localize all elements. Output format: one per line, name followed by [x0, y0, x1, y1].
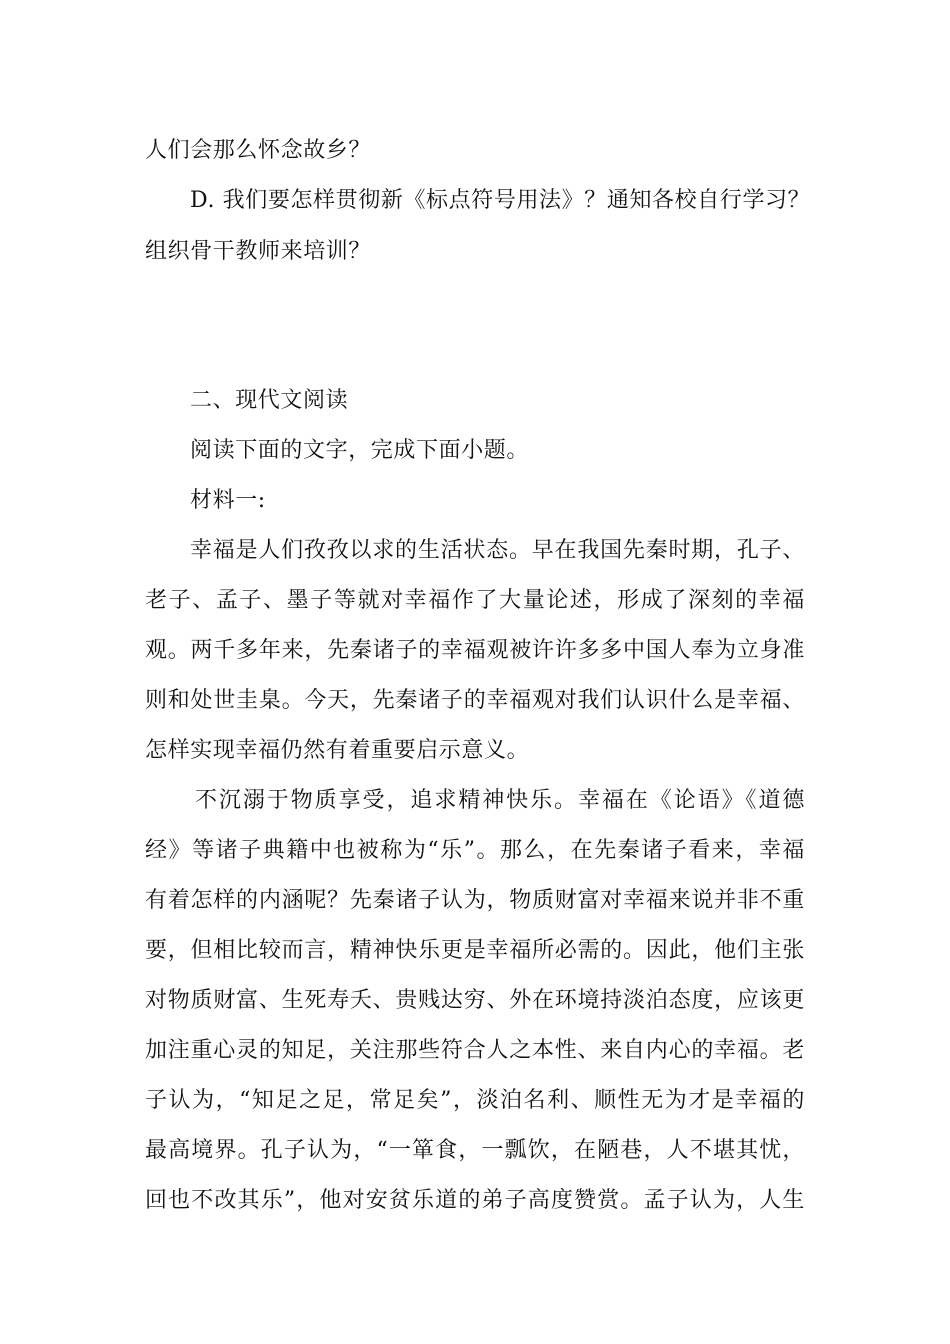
option-c-tail: 人们会那么怀念故乡？	[145, 138, 372, 163]
material-label: 材料一:	[190, 488, 266, 513]
paragraph-2-line: 回也不改其乐”，他对安贫乐道的弟子高度赞赏。孟子认为，人生	[145, 1188, 805, 1213]
paragraph-2-line: 经》等诸子典籍中也被称为“乐”。那么，在先秦诸子看来，幸福	[145, 838, 805, 863]
option-d-line-2: 组织骨干教师来培训？	[145, 239, 372, 264]
section-heading: 二、现代文阅读	[190, 388, 349, 413]
paragraph-1-line: 老子、孟子、墨子等就对幸福作了大量论述，形成了深刻的幸福	[145, 588, 805, 613]
paragraph-2-line: 加注重心灵的知足，关注那些符合人之本性、来自内心的幸福。老	[145, 1038, 805, 1063]
paragraph-1-line: 则和处世圭臬。今天，先秦诸子的幸福观对我们认识什么是幸福、	[145, 688, 805, 713]
paragraph-2-line: 要，但相比较而言，精神快乐更是幸福所必需的。因此，他们主张	[145, 938, 805, 963]
paragraph-1-line: 怎样实现幸福仍然有着重要启示意义。	[145, 738, 530, 763]
option-d-line-1: D. 我们要怎样贯彻新《标点符号用法》？通知各校自行学习？	[190, 188, 811, 213]
paragraph-1-line: 幸福是人们孜孜以求的生活状态。早在我国先秦时期，孔子、	[190, 538, 805, 563]
paragraph-2-line: 有着怎样的内涵呢？先秦诸子认为，物质财富对幸福来说并非不重	[145, 888, 805, 913]
paragraph-2-line: 对物质财富、生死寿夭、贵贱达穷、外在环境持淡泊态度，应该更	[145, 988, 805, 1013]
paragraph-1-line: 观。两千多年来，先秦诸子的幸福观被许许多多中国人奉为立身准	[145, 638, 805, 663]
paragraph-2-line: 不沉溺于物质享受，追求精神快乐。幸福在《论语》《道德	[195, 788, 805, 813]
reading-instruction: 阅读下面的文字，完成下面小题。	[190, 438, 530, 463]
paragraph-2-line: 最高境界。孔子认为，“一箪食，一瓢饮，在陋巷，人不堪其忧，	[145, 1138, 805, 1163]
paragraph-2-line: 子认为，“知足之足，常足矣”，淡泊名利、顺性无为才是幸福的	[145, 1088, 805, 1113]
